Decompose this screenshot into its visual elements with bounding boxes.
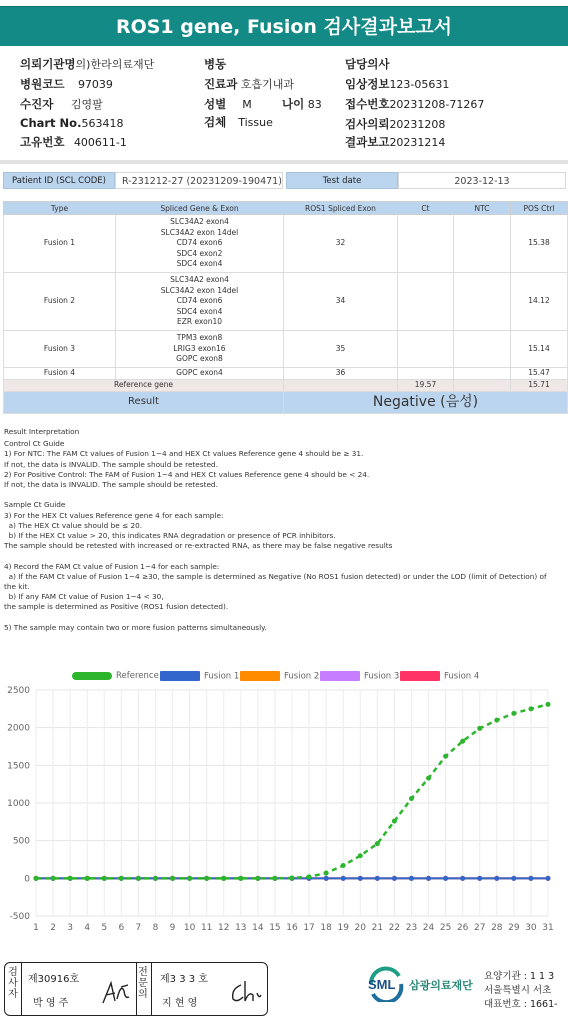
legend-fusion-4[interactable]: [400, 671, 479, 685]
reference-label: Reference gene: [4, 380, 284, 392]
data-point: [443, 876, 448, 881]
department-value: 호흡기내과: [240, 78, 294, 91]
data-point: [528, 706, 533, 711]
interpretation-line: 3) For the HEX Ct values Reference gene 4 for each sample:: [4, 510, 224, 520]
data-point: [255, 876, 260, 881]
doctor-label: 담당의사: [345, 57, 390, 71]
table-row: [4, 215, 568, 273]
receipt-no-label: 접수번호: [345, 97, 390, 111]
x-tick-label: 18: [320, 923, 332, 933]
results-table: [3, 201, 568, 414]
cell-genes: GOPC exon4: [116, 368, 284, 380]
hosp-code-value: 97039: [77, 78, 113, 91]
column-header: POS Ctrl: [511, 202, 568, 215]
hosp-code: [20, 76, 113, 92]
data-point: [375, 876, 380, 881]
patient: [20, 96, 103, 112]
cell-type: Fusion 2: [4, 273, 116, 331]
result-interpretation: [4, 427, 564, 633]
x-tick-label: 14: [252, 923, 264, 933]
data-point: [460, 876, 465, 881]
x-tick-label: 20: [354, 923, 366, 933]
ward: [204, 56, 226, 72]
table-row: [4, 273, 568, 331]
data-point: [341, 863, 346, 868]
cell-ntc: [454, 273, 511, 331]
table-header-row: [4, 202, 568, 215]
doctor: [345, 56, 389, 72]
data-point: [204, 876, 209, 881]
cell-genes: SLC34A2 exon4 SLC34A2 exon 14del CD74 exon6 SDC4 exon4 EZR exon10: [116, 273, 284, 331]
x-tick-label: 11: [200, 923, 213, 933]
x-tick-label: 10: [183, 923, 196, 933]
specimen-value: Tissue: [238, 116, 273, 129]
sml-logo-text: SML: [368, 977, 396, 992]
legend-reference[interactable]: [72, 671, 159, 685]
interpretation-line: Sample Ct Guide: [4, 500, 66, 510]
report-title: ROS1 gene, Fusion 검사결과보고서: [0, 6, 568, 46]
cell-pos: 15.38: [511, 215, 568, 273]
data-point: [307, 874, 312, 879]
cell-pos: 15.47: [511, 368, 568, 380]
label-char: 전: [138, 967, 148, 978]
cell-exon: 34: [284, 273, 398, 331]
report-date-value: 20231214: [389, 136, 446, 149]
legend-label: Reference: [116, 671, 159, 681]
x-tick-label: 7: [135, 923, 142, 933]
interpretation-line: 1) For NTC: The FAM Ct values of Fusion 1~4 and HEX Ct values Reference gene 4 should be ≥ 31.: [4, 449, 364, 459]
x-tick-label: 16: [286, 923, 298, 933]
data-point: [546, 702, 551, 707]
data-point: [511, 876, 516, 881]
sml-logo: [365, 966, 480, 1002]
patient-id-value: R-231212-27 (20231209-190471): [115, 172, 283, 189]
data-point: [511, 711, 516, 716]
org-line-1: 요양기관 : 1 1 3: [484, 971, 555, 982]
cell-genes: SLC34A2 exon4 SLC34A2 exon 14del CD74 exon6 SDC4 exon2 SDC4 exon4: [116, 215, 284, 273]
data-point: [51, 876, 56, 881]
report-date: [345, 134, 445, 150]
ward-label: 병동: [204, 57, 227, 71]
x-tick-label: 8: [152, 923, 159, 933]
specialist-name: 지 현 영: [162, 998, 198, 1009]
interpretation-line: [4, 613, 564, 623]
data-point: [290, 875, 295, 880]
label-char: 사: [8, 978, 18, 989]
test-date-value: 2023-12-13: [398, 172, 566, 189]
result-label: Result: [4, 392, 284, 414]
cell-ct: [398, 368, 454, 380]
sex-label: 성별: [204, 97, 227, 111]
data-point: [68, 876, 73, 881]
clinical-info-value: 123-05631: [389, 78, 450, 91]
x-tick-label: 24: [422, 923, 435, 933]
data-point: [392, 876, 397, 881]
cell-exon: 35: [284, 331, 398, 368]
legend-swatch: [240, 671, 280, 681]
data-point: [102, 876, 107, 881]
column-header: Ct: [398, 202, 454, 215]
age-label: 나이: [282, 97, 305, 111]
department: [204, 76, 294, 92]
legend-swatch: [160, 671, 200, 681]
cell-type: Fusion 4: [4, 368, 116, 380]
x-tick-label: 21: [371, 923, 384, 933]
patient-id-label: Patient ID (SCL CODE): [3, 172, 115, 189]
institution-value: 의)한라의료재단: [75, 58, 155, 71]
data-point: [324, 871, 329, 876]
patient-label: 수진자: [20, 97, 54, 111]
label-char: 문: [138, 978, 148, 989]
x-tick-label: 27: [474, 923, 486, 933]
data-point: [426, 876, 431, 881]
cell-ct: [398, 215, 454, 273]
age: [282, 96, 322, 112]
x-tick-label: 5: [101, 923, 108, 933]
data-point: [443, 754, 448, 759]
x-tick-label: 1: [33, 923, 39, 933]
interpretation-line: 2) For Positive Control: The FAM of Fusion 1~4 and HEX Ct values Reference gene 4 should be < 24.: [4, 469, 370, 479]
cell-exon: 36: [284, 368, 398, 380]
interpretation-line: a) If the FAM Ct value of Fusion 1~4 ≥30, the sample is determined as Negative (No ROS1 fusion detected) or under the LOD (limit of Detection) of: [4, 571, 547, 581]
column-header: ROS1 Spliced Exon: [284, 202, 398, 215]
institution: [20, 56, 154, 72]
interpretation-line: [4, 490, 564, 500]
data-point: [546, 876, 551, 881]
patient-value: 김영팔: [70, 98, 103, 111]
cell-ct: [398, 273, 454, 331]
data-point: [153, 876, 158, 881]
interpretation-line: If not, the data is INVALID. The sample should be retested.: [4, 480, 218, 490]
inspector-label: [7, 967, 19, 1000]
signature-box: [4, 962, 268, 1016]
data-point: [409, 876, 414, 881]
institution-label: 의뢰기관명: [20, 57, 76, 71]
specialist-license: 제3 3 3 호: [160, 974, 208, 985]
y-tick-label: 1500: [7, 761, 30, 772]
x-tick-label: 29: [508, 923, 520, 933]
data-point: [392, 819, 397, 824]
x-tick-label: 3: [67, 923, 74, 933]
request-date-label: 검사의뢰: [345, 117, 390, 131]
interpretation-line: b) If any FAM Ct value of Fusion 1~4 < 30,: [4, 592, 164, 602]
column-header: Spliced Gene & Exon: [116, 202, 284, 215]
data-point: [460, 739, 465, 744]
data-point: [272, 876, 277, 881]
x-tick-label: 31: [542, 923, 554, 933]
y-tick-label: 2500: [7, 686, 30, 696]
data-point: [170, 876, 175, 881]
chart-no-label: Chart No.: [20, 116, 82, 130]
cell-ntc: [454, 215, 511, 273]
age-value: 83: [307, 98, 322, 111]
interpretation-line: 4) Record the FAM Ct value of Fusion 1~4 for each sample:: [4, 561, 220, 571]
amplification-chart: [0, 684, 568, 946]
org-name: 삼광의료재단: [409, 979, 473, 992]
y-tick-label: 0: [24, 874, 30, 885]
legend-swatch: [72, 672, 112, 680]
column-header: NTC: [454, 202, 511, 215]
data-point: [494, 876, 499, 881]
result-row: [4, 392, 568, 414]
data-point: [324, 876, 329, 881]
cell-ct: [398, 331, 454, 368]
interpretation-heading: Result Interpretation: [4, 427, 80, 436]
unique-id-value: 400611-1: [73, 136, 127, 149]
data-point: [528, 876, 533, 881]
y-tick-label: 500: [12, 836, 30, 847]
data-point: [477, 726, 482, 731]
x-tick-label: 12: [218, 923, 230, 933]
report-date-label: 결과보고: [345, 135, 390, 149]
legend-swatch: [320, 671, 360, 681]
interpretation-line: Control Ct Guide: [4, 439, 65, 449]
sex: [204, 96, 252, 112]
data-point: [358, 876, 363, 881]
data-point: [119, 876, 124, 881]
x-tick-label: 9: [169, 923, 176, 933]
legend-label: Fusion 4: [444, 671, 480, 682]
test-date-label: Test date: [286, 172, 398, 189]
chart-no-value: 563418: [81, 117, 124, 130]
x-tick-label: 26: [456, 923, 469, 933]
cell-empty: [284, 380, 398, 392]
data-point: [238, 876, 243, 881]
legend-label: Fusion 1: [204, 671, 240, 682]
data-point: [34, 876, 39, 881]
x-tick-label: 30: [525, 923, 537, 933]
cell-ntc: [454, 368, 511, 380]
x-tick-label: 4: [84, 923, 91, 933]
interpretation-line: b) If the HEX Ct value > 20, this indicates RNA degradation or presence of PCR inhibitors.: [4, 531, 336, 541]
interpretation-line: the sample is determined as Positive (ROS1 fusion detected).: [4, 602, 229, 612]
receipt-no: [345, 96, 484, 112]
legend-label: Fusion 3: [364, 671, 400, 682]
x-tick-label: 28: [491, 923, 503, 933]
legend-fusion-1[interactable]: [160, 671, 239, 685]
interpretation-line: a) The HEX Ct value should be ≤ 20.: [4, 520, 143, 530]
result-value: Negative (음성): [284, 392, 568, 414]
x-tick-label: 25: [439, 923, 452, 933]
clinical-info-label: 임상정보: [345, 77, 390, 91]
org-line-2: 서울특별시 서초: [484, 985, 552, 996]
specialist-label: [137, 967, 149, 1000]
inspector-signature: [97, 977, 133, 1009]
specimen-label: 검체: [204, 115, 227, 129]
unique-id-label: 고유번호: [20, 135, 65, 149]
sml-logo-mark: [365, 966, 407, 1002]
reference-row: [4, 380, 568, 392]
legend-swatch: [400, 671, 440, 681]
data-point: [409, 796, 414, 801]
unique-id: [20, 134, 127, 150]
label-char: 검: [8, 967, 18, 978]
request-date: [345, 116, 445, 132]
cell-pos: 14.12: [511, 273, 568, 331]
cell-type: Fusion 3: [4, 331, 116, 368]
sex-value: M: [242, 98, 252, 111]
x-tick-label: 23: [405, 923, 418, 933]
specialist-signature: [227, 977, 263, 1007]
cell-ntc: [454, 331, 511, 368]
cell-empty: [454, 380, 511, 392]
specimen: [204, 114, 273, 130]
x-tick-label: 22: [388, 923, 401, 933]
legend-fusion-3[interactable]: [320, 671, 399, 685]
legend-label: Fusion 2: [284, 671, 320, 682]
x-tick-label: 15: [269, 923, 281, 933]
cell-genes: TPM3 exon8 LRIG3 exon16 GOPC exon8: [116, 331, 284, 368]
label-char: 의: [138, 989, 148, 1000]
interpretation-line: the kit.: [4, 582, 30, 592]
reference-ct: 19.57: [398, 380, 454, 392]
x-tick-label: 6: [118, 923, 125, 933]
cell-exon: 32: [284, 215, 398, 273]
x-tick-label: 2: [50, 923, 56, 933]
receipt-no-value: 20231208-71267: [389, 98, 485, 111]
x-tick-label: 13: [235, 923, 247, 933]
clinical-info: [345, 76, 449, 92]
department-label: 진료과: [204, 77, 238, 91]
data-point: [494, 718, 499, 723]
data-point: [358, 853, 363, 858]
x-tick-label: 17: [303, 923, 315, 933]
data-point: [136, 876, 141, 881]
data-point: [85, 876, 90, 881]
interpretation-line: If not, the data is INVALID. The sample should be retested.: [4, 459, 218, 469]
table-row: [4, 368, 568, 380]
y-tick-label: -500: [9, 912, 30, 922]
request-date-value: 20231208: [389, 118, 446, 131]
interpretation-line: The sample should be retested with increased or re-extracted RNA, as there may be false negative results: [4, 541, 393, 551]
hosp-code-label: 병원코드: [20, 77, 65, 91]
inspector-license: 제30916호: [28, 974, 80, 985]
y-tick-label: 1000: [7, 799, 30, 809]
data-point: [477, 876, 482, 881]
interpretation-line: [4, 551, 564, 561]
y-tick-label: 2000: [7, 723, 30, 734]
data-point: [341, 876, 346, 881]
x-tick-label: 19: [337, 923, 349, 933]
cell-type: Fusion 1: [4, 215, 116, 273]
table-row: [4, 331, 568, 368]
data-point: [221, 876, 226, 881]
reference-pos: 15.71: [511, 380, 568, 392]
data-point: [375, 841, 380, 846]
section-divider: [0, 160, 568, 164]
inspector-name: 박 영 주: [33, 998, 69, 1009]
cell-pos: 15.14: [511, 331, 568, 368]
interpretation-line: 5) The sample may contain two or more fusion patterns simultaneously.: [4, 622, 267, 632]
column-header: Type: [4, 202, 116, 215]
label-char: 자: [8, 989, 18, 1000]
org-line-3: 대표번호 : 1661-: [484, 999, 558, 1010]
data-point: [187, 876, 192, 881]
chart-no: [20, 116, 123, 130]
data-point: [426, 776, 431, 781]
legend-fusion-2[interactable]: [240, 671, 319, 685]
